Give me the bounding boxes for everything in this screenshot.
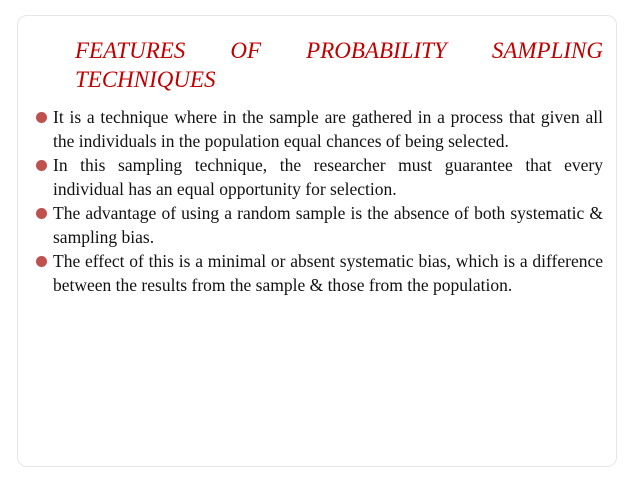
bullet-item bbox=[36, 106, 603, 153]
bullet-text: It is a technique where in the sample are gathered in a process that given all the individuals in the population equal chances of being selected. bbox=[53, 107, 603, 151]
bullet-item bbox=[36, 202, 603, 249]
bullet-dot-icon bbox=[36, 160, 47, 171]
bullet-item bbox=[36, 154, 603, 201]
bullet-dot-icon bbox=[36, 208, 47, 219]
bullet-text: In this sampling technique, the researcher must guarantee that every individual has an equal opportunity for selection. bbox=[53, 155, 603, 199]
bullet-list bbox=[36, 106, 603, 298]
bullet-dot-icon bbox=[36, 112, 47, 123]
bullet-item bbox=[36, 250, 603, 297]
slide-title-line-2: TECHNIQUES bbox=[75, 67, 216, 92]
slide-title-line-1: FEATURES OF PROBABILITY SAMPLING bbox=[75, 38, 603, 63]
slide-title bbox=[75, 36, 603, 94]
bullet-text: The advantage of using a random sample is the absence of both systematic & sampling bias. bbox=[53, 203, 603, 247]
bullet-text: The effect of this is a minimal or absent systematic bias, which is a difference between the results from the sample & those from the population. bbox=[53, 251, 603, 295]
bullet-dot-icon bbox=[36, 256, 47, 267]
